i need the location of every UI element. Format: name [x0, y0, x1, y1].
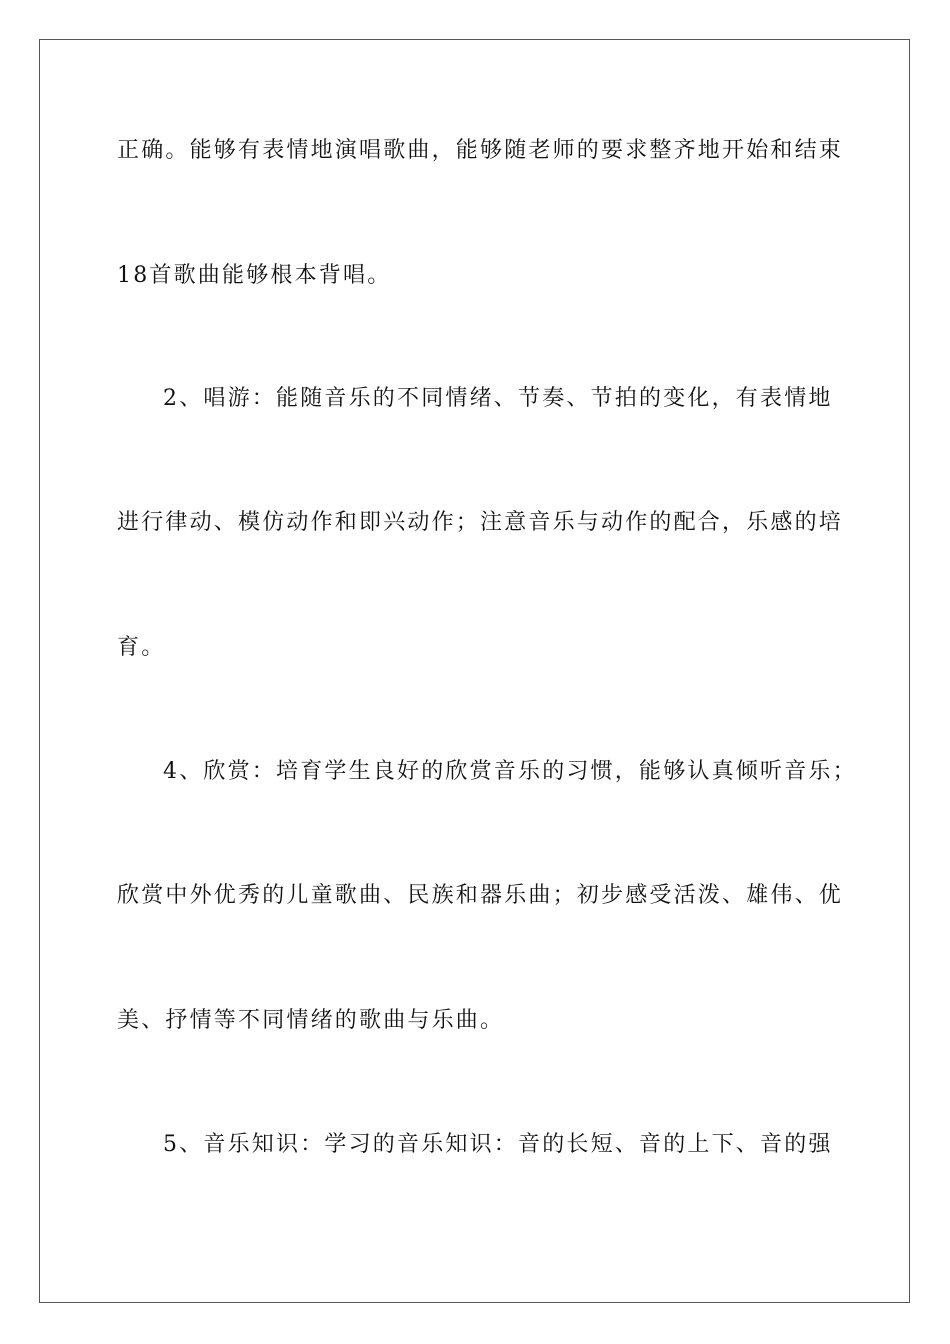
- text-line: 欣赏中外优秀的儿童歌曲、民族和器乐曲；初步感受活泼、雄伟、优: [117, 883, 844, 908]
- paragraph-heading-singing-games: 2、唱游：能随音乐的不同情绪、节奏、节拍的变化，有表情地: [163, 386, 833, 411]
- text-line: 美、抒情等不同情绪的歌曲与乐曲。: [117, 1008, 505, 1033]
- paragraph-heading-music-knowledge: 5、音乐知识：学习的音乐知识：音的长短、音的上下、音的强: [163, 1132, 833, 1157]
- text-line: 育。: [117, 635, 166, 660]
- text-line: 进行律动、模仿动作和即兴动作；注意音乐与动作的配合，乐感的培: [117, 510, 844, 535]
- text-line: 正确。能够有表情地演唱歌曲，能够随老师的要求整齐地开始和结束: [117, 138, 844, 163]
- page-border: [39, 39, 910, 1303]
- paragraph-heading-appreciation: 4、欣赏：培育学生良好的欣赏音乐的习惯，能够认真倾听音乐；: [163, 759, 857, 784]
- text-line: 18首歌曲能够根本背唱。: [117, 263, 392, 288]
